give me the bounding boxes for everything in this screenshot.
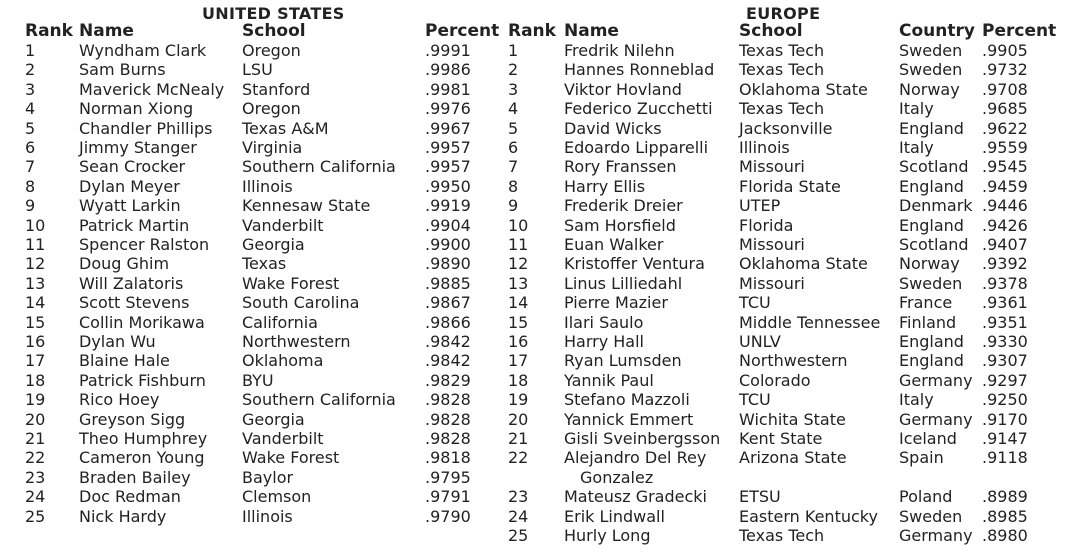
us-cell-name: Sean Crocker <box>79 157 186 177</box>
europe-cell-name: Harry Ellis <box>564 176 646 196</box>
us-cell-rank: 7 <box>25 157 36 177</box>
us-cell-rank: 22 <box>25 448 46 468</box>
europe-header-country: Country <box>899 21 975 41</box>
europe-cell-percent: .9459 <box>982 176 1028 196</box>
europe-cell-percent: .9446 <box>982 196 1028 216</box>
us-cell-rank: 18 <box>25 370 46 390</box>
us-cell-school: Wake Forest <box>242 448 340 468</box>
europe-cell-name: Frederik Dreier <box>564 196 683 216</box>
europe-cell-rank: 15 <box>508 312 529 332</box>
europe-cell-name-continuation: Gonzalez <box>580 467 654 487</box>
europe-cell-school: Oklahoma State <box>739 254 868 274</box>
us-cell-name: Wyatt Larkin <box>79 196 181 216</box>
europe-cell-rank: 12 <box>508 254 529 274</box>
us-cell-name: Doc Redman <box>79 487 181 507</box>
europe-cell-rank: 22 <box>508 448 529 468</box>
europe-cell-percent: .9378 <box>982 273 1028 293</box>
europe-cell-name: Ryan Lumsden <box>564 351 682 371</box>
europe-cell-country: Sweden <box>899 273 963 293</box>
europe-cell-name: Euan Walker <box>564 235 664 254</box>
europe-cell-rank: 23 <box>508 487 529 507</box>
europe-cell-school: Missouri <box>739 235 805 254</box>
europe-cell-percent: .9118 <box>982 448 1028 468</box>
europe-cell-name: Pierre Mazier <box>564 293 668 313</box>
us-cell-percent: .9828 <box>425 390 471 410</box>
us-cell-school: Oregon <box>242 99 301 119</box>
europe-cell-percent: .8980 <box>982 526 1028 545</box>
europe-cell-school: Florida State <box>739 176 841 196</box>
europe-cell-name: Sam Horsfield <box>564 215 676 235</box>
europe-cell-country: Germany <box>899 526 973 545</box>
europe-cell-percent: .9622 <box>982 118 1028 138</box>
us-cell-percent: .9950 <box>425 176 471 196</box>
us-cell-percent: .9919 <box>425 196 471 216</box>
europe-cell-rank: 19 <box>508 390 529 410</box>
us-cell-percent: .9829 <box>425 370 471 390</box>
europe-cell-country: Scotland <box>899 235 969 254</box>
europe-cell-percent: .9392 <box>982 254 1028 274</box>
europe-table-title: EUROPE <box>746 4 821 23</box>
us-cell-name: Spencer Ralston <box>79 235 210 254</box>
us-cell-school: Southern California <box>242 157 396 177</box>
europe-cell-country: Italy <box>899 99 934 119</box>
us-cell-percent: .9842 <box>425 351 471 371</box>
us-cell-school: Georgia <box>242 409 305 429</box>
us-cell-percent: .9976 <box>425 99 471 119</box>
europe-cell-school: Oklahoma State <box>739 79 868 99</box>
us-cell-percent: .9867 <box>425 293 471 313</box>
europe-cell-rank: 8 <box>508 176 519 196</box>
europe-cell-name: Yannik Paul <box>564 370 654 390</box>
us-cell-name: Theo Humphrey <box>79 429 208 448</box>
europe-cell-country: Spain <box>899 448 944 468</box>
europe-cell-name: Rory Franssen <box>564 157 677 177</box>
us-cell-percent: .9986 <box>425 60 471 80</box>
us-header-name: Name <box>79 21 134 41</box>
us-cell-rank: 17 <box>25 351 46 371</box>
europe-cell-rank: 10 <box>508 215 529 235</box>
europe-cell-country: Germany <box>899 409 973 429</box>
europe-cell-school: ETSU <box>739 487 781 507</box>
us-cell-percent: .9904 <box>425 215 471 235</box>
europe-cell-rank: 11 <box>508 235 529 254</box>
us-header-percent: Percent <box>425 21 500 41</box>
europe-cell-country: Iceland <box>899 429 957 448</box>
us-cell-school: LSU <box>242 60 273 80</box>
europe-cell-percent: .9708 <box>982 79 1028 99</box>
europe-cell-percent: .9147 <box>982 429 1028 448</box>
europe-cell-school: Eastern Kentucky <box>739 506 878 526</box>
europe-cell-school: Missouri <box>739 273 805 293</box>
us-cell-rank: 11 <box>25 235 46 254</box>
europe-cell-school: Texas Tech <box>739 526 825 545</box>
us-cell-name: Chandler Phillips <box>79 118 213 138</box>
europe-cell-school: Arizona State <box>739 448 847 468</box>
europe-cell-school: Missouri <box>739 157 805 177</box>
us-cell-percent: .9957 <box>425 157 471 177</box>
us-cell-name: Greyson Sigg <box>79 409 186 429</box>
us-header-school: School <box>242 21 306 41</box>
us-cell-rank: 24 <box>25 487 46 507</box>
europe-cell-percent: .9426 <box>982 215 1028 235</box>
us-cell-school: Illinois <box>242 176 293 196</box>
europe-cell-school: Wichita State <box>739 409 846 429</box>
europe-cell-rank: 2 <box>508 60 519 80</box>
us-table-title: UNITED STATES <box>202 4 345 23</box>
us-cell-rank: 4 <box>25 99 36 119</box>
us-cell-name: Norman Xiong <box>79 99 194 119</box>
us-cell-percent: .9790 <box>425 506 471 526</box>
europe-cell-rank: 9 <box>508 196 519 216</box>
europe-cell-rank: 13 <box>508 273 529 293</box>
europe-cell-country: England <box>899 332 964 351</box>
us-cell-rank: 20 <box>25 409 46 429</box>
europe-cell-country: Denmark <box>899 196 973 216</box>
europe-cell-name: Linus Lilliedahl <box>564 273 683 293</box>
europe-cell-school: Florida <box>739 215 794 235</box>
europe-cell-name: Gisli Sveinbergsson <box>564 429 721 448</box>
europe-cell-name: Fredrik Nilehn <box>564 41 675 60</box>
europe-cell-country: Norway <box>899 79 960 99</box>
europe-cell-percent: .9330 <box>982 332 1028 351</box>
europe-cell-country: Sweden <box>899 60 963 80</box>
europe-cell-name: David Wicks <box>564 118 662 138</box>
us-cell-rank: 1 <box>25 41 36 60</box>
europe-cell-school: Texas Tech <box>739 60 825 80</box>
us-cell-school: Virginia <box>242 138 303 157</box>
europe-cell-school: Northwestern <box>739 351 848 371</box>
europe-cell-country: Italy <box>899 390 934 410</box>
europe-cell-name: Federico Zucchetti <box>564 99 713 119</box>
europe-cell-name: Viktor Hovland <box>564 79 682 99</box>
europe-cell-percent: .8985 <box>982 506 1028 526</box>
us-cell-name: Dylan Wu <box>79 332 156 351</box>
europe-cell-rank: 24 <box>508 506 529 526</box>
us-cell-name: Scott Stevens <box>79 293 190 313</box>
europe-cell-percent: .9170 <box>982 409 1028 429</box>
us-cell-rank: 23 <box>25 467 46 487</box>
us-cell-school: Oklahoma <box>242 351 324 371</box>
us-cell-rank: 9 <box>25 196 36 216</box>
us-cell-percent: .9890 <box>425 254 471 274</box>
us-cell-percent: .9900 <box>425 235 471 254</box>
europe-cell-percent: .9732 <box>982 60 1028 80</box>
us-cell-percent: .9818 <box>425 448 471 468</box>
europe-cell-country: Scotland <box>899 157 969 177</box>
us-cell-rank: 21 <box>25 429 46 448</box>
europe-cell-percent: .9559 <box>982 138 1028 157</box>
us-cell-name: Blaine Hale <box>79 351 170 371</box>
europe-cell-name: Hannes Ronneblad <box>564 60 715 80</box>
europe-cell-rank: 3 <box>508 79 519 99</box>
us-cell-name: Patrick Fishburn <box>79 370 206 390</box>
europe-cell-school: Kent State <box>739 429 823 448</box>
us-cell-name: Braden Bailey <box>79 467 191 487</box>
us-cell-rank: 2 <box>25 60 36 80</box>
europe-cell-school: UNLV <box>739 332 781 351</box>
europe-cell-school: TCU <box>739 390 771 410</box>
us-cell-school: Oregon <box>242 41 301 60</box>
europe-cell-country: Germany <box>899 370 973 390</box>
europe-cell-country: Sweden <box>899 506 963 526</box>
us-cell-name: Wyndham Clark <box>79 41 207 60</box>
europe-cell-rank: 7 <box>508 157 519 177</box>
us-cell-name: Patrick Martin <box>79 215 190 235</box>
europe-cell-name: Hurly Long <box>564 526 651 545</box>
europe-cell-name: Yannick Emmert <box>564 409 694 429</box>
us-cell-name: Will Zalatoris <box>79 273 184 293</box>
us-cell-school: Texas <box>242 254 287 274</box>
europe-cell-school: UTEP <box>739 196 781 216</box>
europe-cell-country: Italy <box>899 138 934 157</box>
us-cell-percent: .9981 <box>425 79 471 99</box>
us-cell-rank: 25 <box>25 506 46 526</box>
us-cell-school: South Carolina <box>242 293 360 313</box>
europe-header-percent: Percent <box>982 21 1057 41</box>
us-cell-school: Baylor <box>242 467 294 487</box>
europe-cell-percent: .9407 <box>982 235 1028 254</box>
europe-header-name: Name <box>564 21 619 41</box>
us-cell-school: California <box>242 312 318 332</box>
us-cell-school: Texas A&M <box>242 118 329 138</box>
us-cell-rank: 15 <box>25 312 46 332</box>
us-cell-percent: .9866 <box>425 312 471 332</box>
europe-cell-percent: .9307 <box>982 351 1028 371</box>
europe-cell-rank: 16 <box>508 332 529 351</box>
europe-cell-percent: .9297 <box>982 370 1028 390</box>
europe-cell-country: England <box>899 215 964 235</box>
europe-cell-school: Illinois <box>739 138 790 157</box>
us-cell-name: Cameron Young <box>79 448 205 468</box>
europe-cell-country: Sweden <box>899 41 963 60</box>
us-cell-percent: .9791 <box>425 487 471 507</box>
us-cell-percent: .9828 <box>425 409 471 429</box>
us-cell-name: Jimmy Stanger <box>79 138 197 157</box>
us-cell-name: Rico Hoey <box>79 390 160 410</box>
us-cell-percent: .9842 <box>425 332 471 351</box>
europe-header-rank: Rank <box>508 21 556 41</box>
us-cell-name: Collin Morikawa <box>79 312 205 332</box>
us-cell-school: Kennesaw State <box>242 196 371 216</box>
us-cell-school: Northwestern <box>242 332 351 351</box>
us-cell-name: Dylan Meyer <box>79 176 180 196</box>
us-cell-school: Wake Forest <box>242 273 340 293</box>
europe-cell-name: Harry Hall <box>564 332 644 351</box>
europe-cell-country: France <box>899 293 953 313</box>
europe-cell-school: TCU <box>739 293 771 313</box>
europe-cell-school: Texas Tech <box>739 41 825 60</box>
us-cell-school: Illinois <box>242 506 293 526</box>
europe-cell-percent: .9685 <box>982 99 1028 119</box>
europe-cell-rank: 18 <box>508 370 529 390</box>
us-cell-rank: 6 <box>25 138 36 157</box>
europe-cell-country: England <box>899 351 964 371</box>
europe-cell-rank: 20 <box>508 409 529 429</box>
us-cell-percent: .9957 <box>425 138 471 157</box>
europe-cell-school: Jacksonville <box>739 118 833 138</box>
us-cell-name: Maverick McNealy <box>79 79 225 99</box>
us-cell-percent: .9828 <box>425 429 471 448</box>
europe-cell-rank: 6 <box>508 138 519 157</box>
us-cell-rank: 12 <box>25 254 46 274</box>
europe-cell-percent: .9351 <box>982 312 1028 332</box>
us-cell-percent: .9967 <box>425 118 471 138</box>
europe-cell-school: Colorado <box>739 370 811 390</box>
europe-cell-name: Mateusz Gradecki <box>564 487 707 507</box>
europe-cell-name: Alejandro Del Rey <box>564 448 707 468</box>
us-cell-rank: 5 <box>25 118 36 138</box>
europe-cell-name: Stefano Mazzoli <box>564 390 690 410</box>
europe-cell-rank: 5 <box>508 118 519 138</box>
europe-cell-name: Edoardo Lipparelli <box>564 138 709 157</box>
us-cell-name: Doug Ghim <box>79 254 170 274</box>
us-cell-school: Georgia <box>242 235 305 254</box>
us-cell-school: Vanderbilt <box>242 215 324 235</box>
us-cell-rank: 3 <box>25 79 36 99</box>
us-cell-percent: .9885 <box>425 273 471 293</box>
europe-cell-country: England <box>899 176 964 196</box>
us-cell-rank: 19 <box>25 390 46 410</box>
us-cell-rank: 16 <box>25 332 46 351</box>
europe-cell-country: Norway <box>899 254 960 274</box>
us-cell-rank: 8 <box>25 176 36 196</box>
us-cell-percent: .9795 <box>425 467 471 487</box>
europe-cell-school: Middle Tennessee <box>739 312 881 332</box>
europe-cell-school: Texas Tech <box>739 99 825 119</box>
europe-cell-rank: 21 <box>508 429 529 448</box>
us-cell-school: BYU <box>242 370 274 390</box>
us-cell-school: Stanford <box>242 79 311 99</box>
europe-cell-percent: .9545 <box>982 157 1028 177</box>
us-cell-school: Clemson <box>242 487 312 507</box>
europe-cell-percent: .9361 <box>982 293 1028 313</box>
us-cell-rank: 14 <box>25 293 46 313</box>
europe-cell-name: Erik Lindwall <box>564 506 665 526</box>
europe-cell-country: Poland <box>899 487 953 507</box>
us-cell-rank: 10 <box>25 215 46 235</box>
europe-cell-percent: .9905 <box>982 41 1028 60</box>
europe-cell-rank: 17 <box>508 351 529 371</box>
europe-cell-name: Kristoffer Ventura <box>564 254 705 274</box>
us-cell-name: Nick Hardy <box>79 506 167 526</box>
europe-cell-rank: 1 <box>508 41 519 60</box>
europe-cell-percent: .8989 <box>982 487 1028 507</box>
us-cell-school: Vanderbilt <box>242 429 324 448</box>
europe-cell-rank: 14 <box>508 293 529 313</box>
us-cell-percent: .9991 <box>425 41 471 60</box>
europe-cell-rank: 4 <box>508 99 519 119</box>
europe-cell-country: Finland <box>899 312 957 332</box>
europe-cell-percent: .9250 <box>982 390 1028 410</box>
us-cell-school: Southern California <box>242 390 396 410</box>
us-header-rank: Rank <box>25 21 73 41</box>
europe-header-school: School <box>739 21 803 41</box>
europe-cell-country: England <box>899 118 964 138</box>
us-cell-rank: 13 <box>25 273 46 293</box>
europe-cell-rank: 25 <box>508 526 529 545</box>
europe-cell-name: Ilari Saulo <box>564 312 644 332</box>
us-cell-name: Sam Burns <box>79 60 166 80</box>
